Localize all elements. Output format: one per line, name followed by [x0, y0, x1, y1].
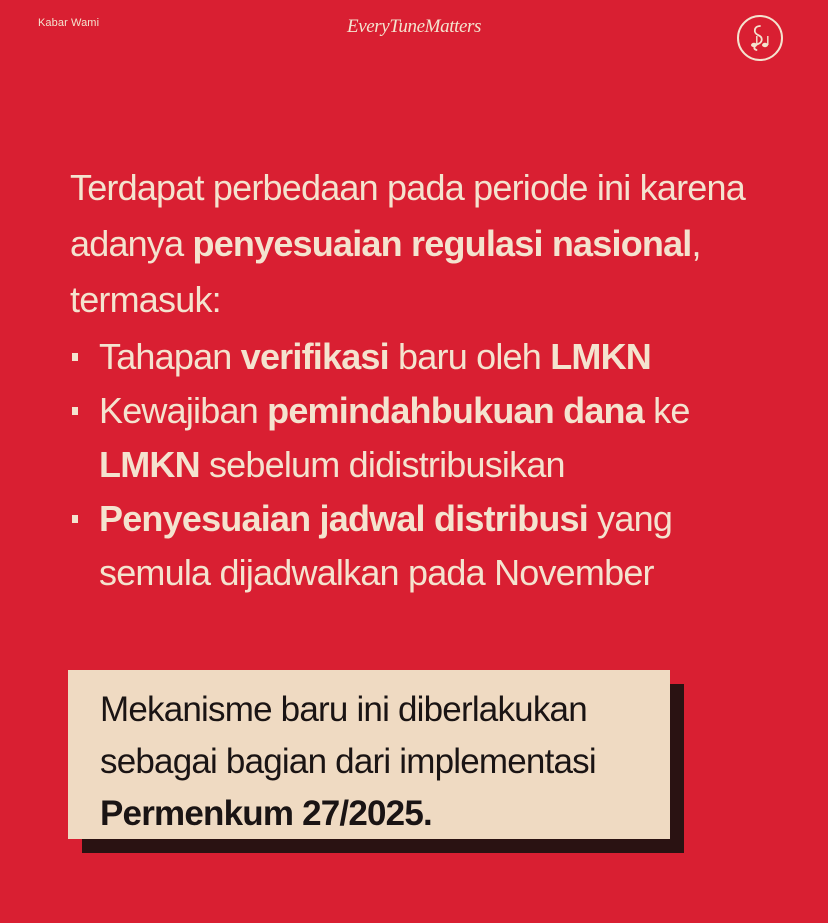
callout-emphasis: Permenkum 27/2025.: [100, 794, 432, 833]
account-name: Kabar Wami: [38, 17, 100, 29]
list-item-emphasis: Penyesuaian jadwal distribusi: [99, 498, 588, 539]
intro-text: Terdapat perbedaan pada periode ini karena adanya: [70, 167, 745, 264]
list-item-text: sebelum didistribusikan: [199, 444, 565, 485]
list-item-text: Kewajiban: [99, 390, 268, 431]
list-item: [70, 492, 770, 600]
callout-box: [68, 670, 670, 839]
list-item-emphasis: pemindahbukuan dana: [267, 390, 644, 431]
bullet-square-icon: [72, 515, 78, 523]
bullet-square-icon: [72, 407, 78, 415]
brand-wordmark: EveryTuneMatters: [347, 16, 481, 37]
list-item-text: Tahapan: [99, 336, 241, 377]
intro-text-end: , termasuk:: [70, 223, 701, 320]
list-item-emphasis: LMKN: [99, 444, 200, 485]
intro-paragraph: [70, 160, 770, 328]
list-item-text: yang semula dijadwalkan pada November: [99, 498, 673, 593]
changes-list: [70, 330, 770, 600]
list-item-emphasis: LMKN: [550, 336, 651, 377]
circle-music-note-logo-icon: [736, 14, 784, 62]
bullet-square-icon: [72, 353, 78, 361]
list-item: [70, 330, 770, 384]
list-item-text: baru oleh: [388, 336, 551, 377]
callout-text: Mekanisme baru ini diberlakukan sebagai bagian dari implementasi: [100, 690, 596, 781]
list-item-emphasis: verifikasi: [240, 336, 389, 377]
list-item: [70, 384, 770, 492]
intro-emphasis: penyesuaian regulasi nasional: [192, 223, 692, 264]
list-item-text: ke: [643, 390, 690, 431]
